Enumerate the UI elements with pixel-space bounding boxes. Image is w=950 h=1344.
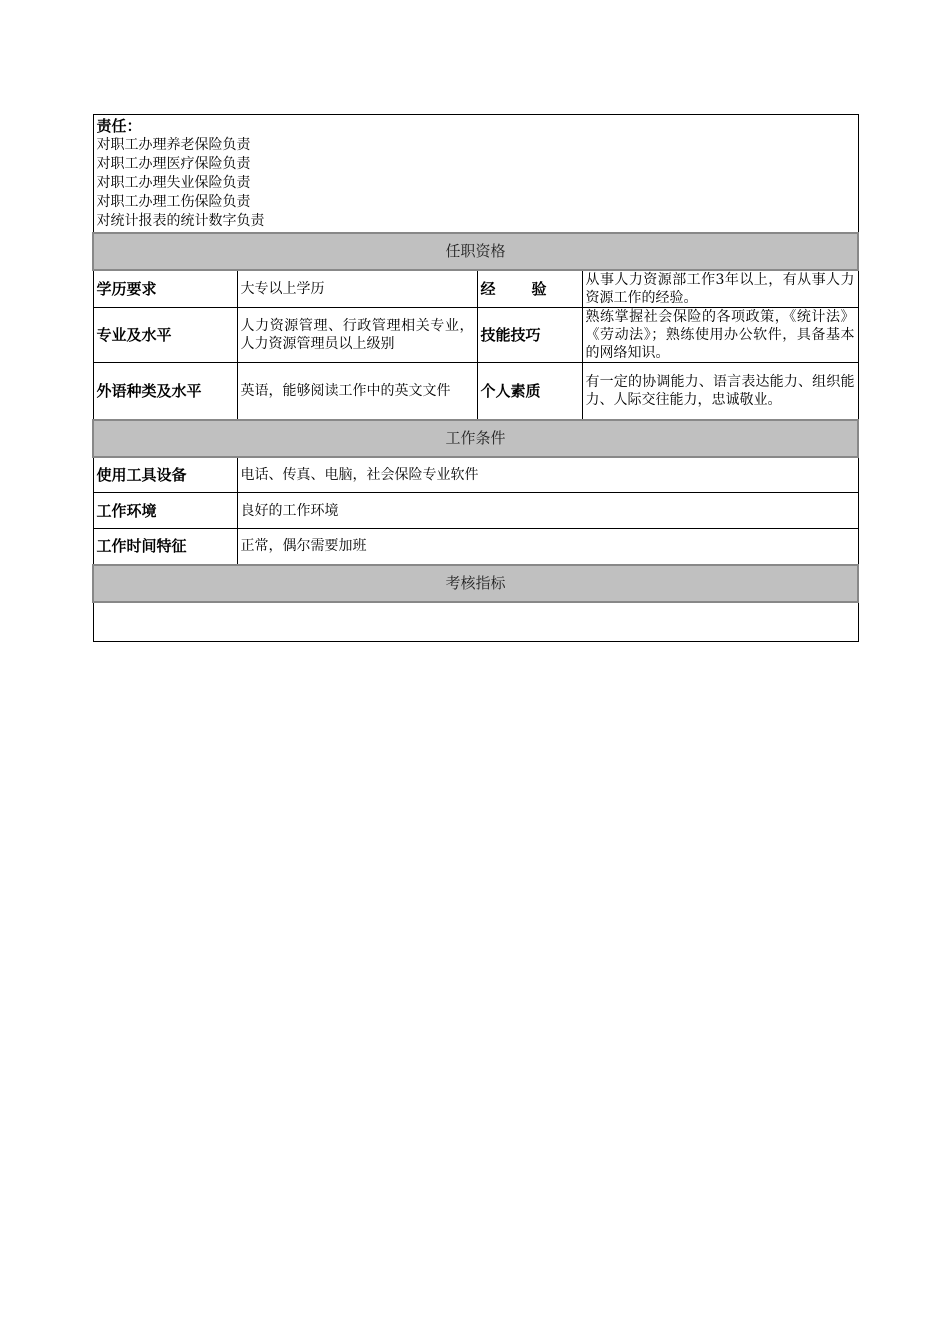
table-row: [93, 270, 858, 308]
skills-value: 熟练掌握社会保险的各项政策，《统计法》《劳动法》；熟练使用办公软件，具备基本的网络知识。: [582, 308, 858, 363]
education-label: 学历要求: [93, 270, 237, 308]
experience-label-part: 验: [531, 279, 547, 298]
assessment-title: 考核指标: [93, 565, 858, 602]
responsibility-item: 对职工办理工伤保险负责: [96, 194, 251, 210]
table-row: [93, 308, 858, 363]
language-label: 外语种类及水平: [93, 363, 237, 420]
work-hours-value: 正常，偶尔需要加班: [237, 529, 858, 565]
assessment-content: [93, 602, 858, 642]
conditions-title: 工作条件: [93, 420, 858, 457]
section-header-row: [93, 233, 858, 270]
responsibility-item: 对职工办理失业保险负责: [96, 175, 251, 191]
section-header-row: [93, 420, 858, 457]
job-description-table: [92, 114, 859, 642]
responsibilities-row: [93, 115, 858, 233]
experience-label-part: 经: [480, 279, 496, 298]
qualifications-title: 任职资格: [93, 233, 858, 270]
environment-value: 良好的工作环境: [237, 493, 858, 529]
responsibilities-cell: [93, 115, 858, 233]
table-row: [93, 493, 858, 529]
job-description-sheet: [92, 114, 857, 642]
work-hours-label: 工作时间特征: [93, 529, 237, 565]
environment-label: 工作环境: [93, 493, 237, 529]
responsibility-item: 对统计报表的统计数字负责: [96, 213, 265, 229]
responsibility-item: 对职工办理养老保险负责: [96, 137, 251, 153]
language-value: 英语，能够阅读工作中的英文文件: [237, 363, 477, 420]
section-header-row: [93, 565, 858, 602]
tools-label: 使用工具设备: [93, 457, 237, 493]
table-row: [93, 363, 858, 420]
assessment-content-row: [93, 602, 858, 642]
education-value: 大专以上学历: [237, 270, 477, 308]
responsibility-item: 对职工办理医疗保险负责: [96, 156, 251, 172]
skills-label: 技能技巧: [477, 308, 582, 363]
experience-label: [477, 270, 582, 308]
personal-quality-value: 有一定的协调能力、语言表达能力、组织能力、人际交往能力，忠诚敬业。: [582, 363, 858, 420]
responsibilities-heading: 责任：: [96, 117, 142, 135]
major-label: 专业及水平: [93, 308, 237, 363]
experience-value: 从事人力资源部工作3年以上，有从事人力资源工作的经验。: [582, 270, 858, 308]
table-row: [93, 457, 858, 493]
tools-value: 电话、传真、电脑，社会保险专业软件: [237, 457, 858, 493]
table-row: [93, 529, 858, 565]
personal-quality-label: 个人素质: [477, 363, 582, 420]
major-value: 人力资源管理、行政管理相关专业， 人力资源管理员以上级别: [237, 308, 477, 363]
